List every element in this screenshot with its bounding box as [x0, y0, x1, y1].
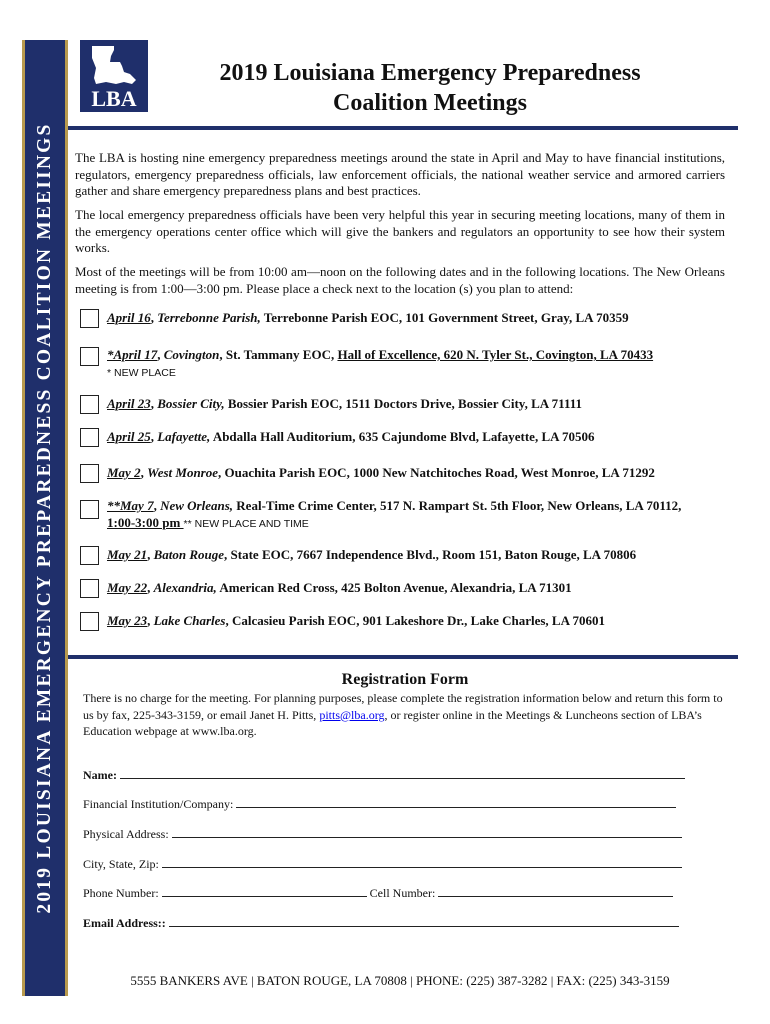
location-may-23: May 23, Lake Charles, Calcasieu Parish EOC, 901 Lakeshore Dr., Lake Charles, LA 70601	[107, 613, 606, 628]
intro-paragraph-2: The local emergency preparedness officials have been very helpful this year in securing meeting locations, many of them in the emergency operations center office which will give the bankers and regulators an opportunity to see how their system works.	[75, 207, 725, 255]
lba-logo	[80, 40, 148, 112]
name-field[interactable]: Name:	[83, 767, 693, 783]
registration-divider	[68, 655, 738, 659]
location-april-16: April 16, Terrebonne Parish, Terrebonne Parish EOC, 101 Government Street, Gray, LA 70359	[107, 310, 629, 325]
intro-paragraph-1: The LBA is hosting nine emergency preparedness meetings around the state in April and May to have financial institutions, regulators, emergency preparedness officials, law enforcement officials, the national weather service and armored carriers gather and share emergency preparedness plans and best practices.	[75, 150, 725, 198]
location-may-21: May 21, Baton Rouge, State EOC, 7667 Independence Blvd., Room 151, Baton Rouge, LA 70806	[107, 547, 637, 562]
page-title: 2019 Louisiana Emergency Preparedness Coalition Meetings	[219, 60, 641, 116]
address-field[interactable]: Physical Address:	[83, 826, 693, 842]
location-may-7-time: 1:00-3:00 pm ** NEW PLACE AND TIME	[107, 515, 309, 530]
intro-paragraph-3: Most of the meetings will be from 10:00 am—noon on the following dates and in the following locations. The New Orleans meeting is from 1:00—3:00 pm. Please place a check next to the location (s) you plan to attend:	[75, 264, 725, 296]
registration-title: Registration Form	[341, 671, 469, 688]
checkbox-april-17[interactable]	[80, 347, 99, 366]
checkbox-april-23[interactable]	[80, 395, 99, 414]
checkbox-may-22[interactable]	[80, 579, 99, 598]
checkbox-may-2[interactable]	[80, 464, 99, 483]
city-state-zip-field[interactable]: City, State, Zip:	[83, 856, 693, 872]
checkbox-may-7[interactable]	[80, 500, 99, 519]
location-may-7: **May 7, New Orleans, Real-Time Crime Center, 517 N. Rampart St. 5th Floor, New Orleans, LA 70112,	[107, 498, 682, 513]
location-may-22: May 22, Alexandria, American Red Cross, 425 Bolton Avenue, Alexandria, LA 71301	[107, 580, 572, 595]
checkbox-april-16[interactable]	[80, 309, 99, 328]
louisiana-map-icon	[86, 44, 142, 88]
institution-field[interactable]: Financial Institution/Company:	[83, 796, 693, 812]
logo-text: LBA	[91, 86, 137, 111]
registration-instructions: There is no charge for the meeting. For planning purposes, please complete the registration information below and return this form to us by fax, 225-343-3159, or email Janet H. Pitts, pitts@lba.org, or register online in the Meetings & Luncheons section of LBA’s Education webpage at www.lba.org.	[83, 691, 723, 738]
location-may-2: May 2, West Monroe, Ouachita Parish EOC, 1000 New Natchitoches Road, West Monroe, LA 71292	[107, 465, 655, 480]
location-april-17: *April 17, Covington, St. Tammany EOC, Hall of Excellence, 620 N. Tyler St., Covington, LA 70433	[107, 347, 654, 362]
phone-field[interactable]: Phone Number: Cell Number:	[83, 885, 693, 901]
email-address-field[interactable]: Email Address::	[83, 915, 693, 931]
top-divider	[68, 126, 738, 130]
checkbox-may-23[interactable]	[80, 612, 99, 631]
sidebar-title: 2019 LOUISIANA EMERGENCY PREPAREDNESS COALITION MEEIINGS	[34, 122, 55, 914]
checkbox-may-21[interactable]	[80, 546, 99, 565]
footer-contact: 5555 BANKERS AVE | BATON ROUGE, LA 70808 | PHONE: (225) 387-3282 | FAX: (225) 343-3159	[130, 973, 670, 988]
email-link[interactable]: pitts@lba.org	[319, 707, 385, 722]
checkbox-april-25[interactable]	[80, 428, 99, 447]
location-april-25: April 25, Lafayette, Abdalla Hall Auditorium, 635 Cajundome Blvd, Lafayette, LA 70506	[107, 429, 595, 444]
location-april-23: April 23, Bossier City, Bossier Parish EOC, 1511 Doctors Drive, Bossier City, LA 71111	[107, 396, 583, 411]
location-april-17-note: * NEW PLACE	[107, 367, 176, 379]
